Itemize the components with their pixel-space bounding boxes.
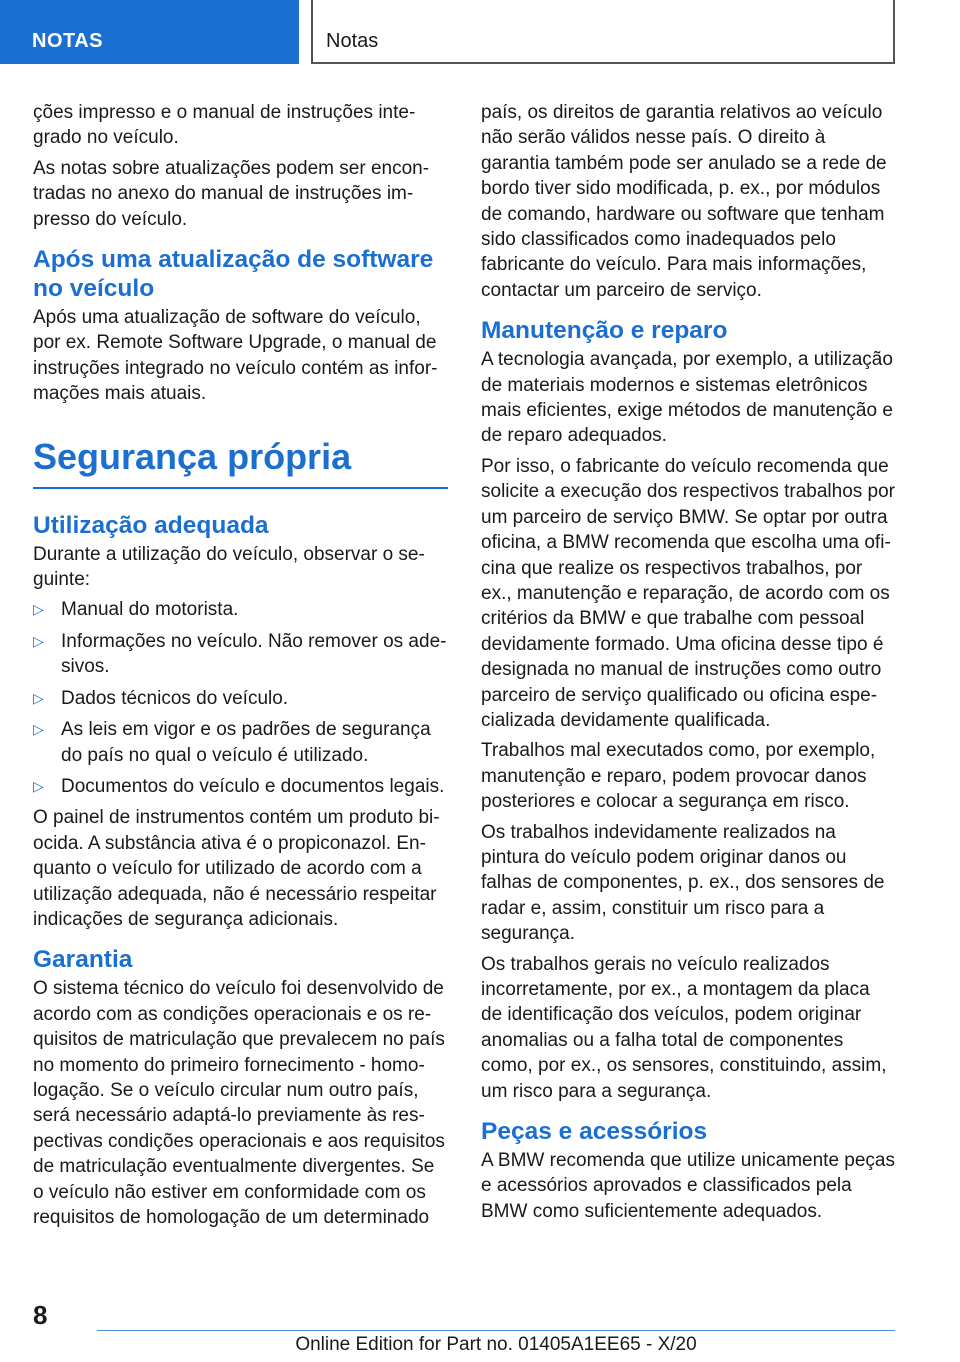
list-item-text: Informações no veículo. Não remover os adesivos. xyxy=(61,630,447,678)
list-item-text: Dados técnicos do veículo. xyxy=(61,687,289,709)
heading-warranty: Garantia xyxy=(33,946,133,974)
paragraph: O sistema técnico do veículo foi desenvolvido de acordo com as condições operacionais e os requisitos de matriculação que prevalecem no país no momento do primeiro fornecimento - homologação. Se o veículo circular num outro país, será necessário adaptá-lo previamente às respectivas condições operacionais e aos requisitos de matriculação eventualmente divergentes. Se o veículo não estiver em conformidade com os requisitos de homologação de um determinado xyxy=(33,978,445,1228)
bullet-list xyxy=(33,597,448,799)
triangle-bullet-icon: ▷ xyxy=(33,632,44,649)
list-item xyxy=(33,629,448,680)
paragraph: país, os direitos de garantia relativos ao veículo não serão válidos nesse país. O direito à garantia também pode ser anulado se a rede de bordo tiver sido modificada, p. ex., por módulos de comando, hardware ou software que tenham sido classificados como inadequados pelo fabricante do veículo. Para mais informações, contactar um parceiro de serviço. xyxy=(481,102,887,301)
paragraph: A BMW recomenda que utilize unicamente peças e acessórios aprovados e classificados pela BMW como suficientemente adequados. xyxy=(481,1150,895,1222)
triangle-bullet-icon: ▷ xyxy=(33,777,44,794)
triangle-bullet-icon: ▷ xyxy=(33,601,44,618)
list-item-text: As leis em vigor e os padrões de segurança do país no qual o veículo é utilizado. xyxy=(61,719,431,766)
heading-usage: Utilização adequada xyxy=(33,511,269,539)
list-item-text: Documentos do veículo e documentos legais. xyxy=(61,775,445,797)
footer-edition: Online Edition for Part no. 01405A1EE65 - X/20 xyxy=(295,1334,697,1355)
right-column xyxy=(481,100,896,1229)
paragraph: As notas sobre atualizações podem ser encontradas no anexo do manual de instruções impresso do veículo. xyxy=(33,157,430,230)
heading-security: Segurança própria xyxy=(33,435,448,489)
page-header-title: Notas xyxy=(311,0,895,64)
heading-maintenance: Manutenção e reparo xyxy=(481,317,728,345)
paragraph: Os trabalhos indevidamente realizados na pintura do veículo podem originar danos ou falhas de componentes, p. ex., dos sensores de radar e, assim, constituir um risco para a segurança. xyxy=(481,821,885,945)
triangle-bullet-icon: ▷ xyxy=(33,721,44,738)
paragraph: Por isso, o fabricante do veículo recomenda que solicite a execução dos respectivos trabalhos por um parceiro de serviço BMW. Se optar por outra oficina, a BMW recomenda que escolha uma oficina que realize os respectivos trabalhos, por ex., manutenção e reparação, de acordo com os critérios da BMW e que trabalhe com pessoal devidamente formado. Uma oficina desse tipo é designada no manual de instruções como outro parceiro de serviço qualificado ou oficina especializada devidamente qualificada. xyxy=(481,455,896,731)
list-item xyxy=(33,717,448,768)
paragraph: Trabalhos mal executados como, por exemplo, manutenção e reparo, podem provocar danos posteriores e colocar a segurança em risco. xyxy=(481,740,876,813)
heading-after-update: Após uma atualização de software no veículo xyxy=(33,246,434,303)
list-item xyxy=(33,597,448,622)
page-number: 8 xyxy=(33,1300,48,1330)
list-item-text: Manual do motorista. xyxy=(61,599,239,621)
list-item xyxy=(33,774,448,799)
footer-divider xyxy=(97,1330,895,1331)
paragraph: A tecnologia avançada, por exemplo, a utilização de materiais modernos e sistemas eletrônicos mais eficientes, exige métodos de manutenção e de reparo adequados. xyxy=(481,349,893,447)
paragraph: ções impresso e o manual de instruções integrado no veículo. xyxy=(33,102,416,149)
triangle-bullet-icon: ▷ xyxy=(33,689,44,706)
heading-parts: Peças e acessórios xyxy=(481,1118,708,1146)
paragraph: O painel de instrumentos contém um produto biocida. A substância ativa é o propiconazol. Enquanto o veículo for utilizado de acordo com a utilização adequada, não é necessário respeitar indicações de segurança adicionais. xyxy=(33,807,440,930)
section-tab: NOTAS xyxy=(0,0,299,64)
paragraph: Durante a utilização do veículo, observar o seguinte: xyxy=(33,543,425,591)
paragraph: Após uma atualização de software do veículo, por ex. Remote Software Upgrade, o manual de instruções integrado no veículo contém as informações mais atuais. xyxy=(33,307,438,405)
paragraph: Os trabalhos gerais no veículo realizados incorretamente, por ex., a montagem da placa de identificação dos veículos, podem originar anomalias ou a falha total de componentes como, por ex., os sensores, constituindo, assim, um risco para a segurança. xyxy=(481,953,887,1102)
left-column xyxy=(33,100,448,1235)
list-item xyxy=(33,686,448,711)
